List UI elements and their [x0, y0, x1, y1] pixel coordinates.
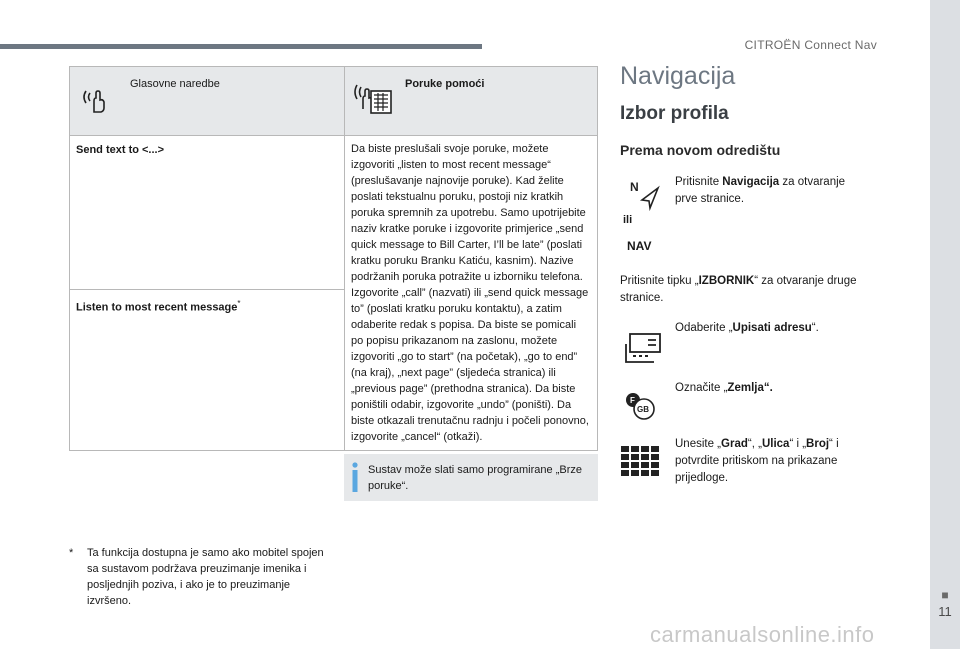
page-number: 11 — [938, 604, 952, 619]
header-accent-bar — [0, 44, 482, 49]
voice-keypad-icon — [353, 77, 393, 122]
watermark: carmanualsonline.info — [650, 622, 875, 647]
compass-n-label: N — [630, 180, 639, 194]
info-note-text: Sustav može slati samo programirane „Brze poruke“. — [368, 464, 582, 492]
step-menu: Pritisnite tipku „IZBORNIK“ za otvaranje druge stranice. — [620, 275, 857, 304]
voice-commands-table — [69, 66, 598, 451]
voice-command-icon — [80, 81, 116, 122]
step-city-street: Unesite „Grad“, „Ulica“ i „Broj“ i potvrdite pritiskom na prikazane prijedloge. — [675, 438, 839, 484]
table-cell-help — [345, 136, 598, 451]
or-label: ili — [623, 214, 633, 226]
step-country: Označite „Zemlja“. — [675, 382, 773, 394]
col1-header: Glasovne naredbe — [130, 78, 220, 90]
footnote-star: * — [69, 547, 74, 559]
footnote — [69, 545, 329, 609]
country-flag-icon — [624, 391, 660, 421]
flag-gb-label: GB — [637, 405, 649, 414]
step-enter-address: Odaberite „Upisati adresu“. — [675, 322, 819, 334]
address-input-icon — [624, 332, 664, 364]
command-send-text: Send text to <...> — [76, 144, 165, 156]
table-cell-command-1 — [70, 136, 345, 290]
section-subtitle: Izbor profila — [620, 103, 729, 124]
col2-header: Poruke pomoći — [405, 78, 485, 90]
table-cell-command-2 — [70, 290, 345, 451]
subsection-heading: Prema novom odredištu — [620, 142, 781, 158]
footnote-star-ref: * — [237, 299, 241, 309]
help-text: Da biste preslušali svoje poruke, možete izgovoriti „listen to most recent message“ (preslušavanje najnovije poruke). Kad želite poslati tekstualnu poruku, postoji niz kratkih poruka spremnih za upotrebu. Samo upotrijebite naziv kratke poruke i izgovorite primjerice „send quick message to Bill Carter, I’ll be late” (poslati kratku poruku Branku Katiću, kasnim). Nazive podržanih poruka potražite u izborniku telefona. Izgovorite „call” (nazvati) ili „send quick message to” (poslati kratku poruku kontaktu), a zatim odaberite redak s popisa. Da biste se pomicali po popisu prikazanom na zaslonu, možete izgovoriti „go to start” (na početak), „go to end” (na kraj), „next page” (sljedeća stranica) ili „previous page” (prethodna stranica). Da biste poništili odabir, izgovorite „undo” (poništi). Da biste otkazali trenutačnu radnju i počeli ponovno, izgovorite „cancel“ (otkaži). — [351, 143, 589, 443]
command-listen-recent: Listen to most recent message — [76, 302, 238, 314]
table-header-commands — [70, 67, 345, 136]
keyboard-icon — [620, 445, 662, 477]
info-note — [344, 454, 598, 501]
page-marker: ■ — [941, 588, 949, 602]
footnote-text: Ta funkcija dostupna je samo ako mobitel spojen sa sustavom podržava preuzimanje imenika i posljednjih poziva, i ako je to preuzimanje izvršeno. — [87, 547, 324, 607]
table-header-help — [345, 67, 598, 136]
flag-f-label: F — [630, 396, 635, 405]
nav-button-label[interactable]: NAV — [627, 239, 652, 253]
compass-icon — [628, 180, 664, 214]
info-icon — [352, 462, 358, 492]
running-header: CITROËN Connect Nav — [744, 38, 877, 52]
page-sidebar — [930, 0, 960, 649]
step-navigation: Pritisnite Navigacija za otvaranje prve stranice. — [675, 176, 846, 205]
section-title: Navigacija — [620, 62, 736, 90]
